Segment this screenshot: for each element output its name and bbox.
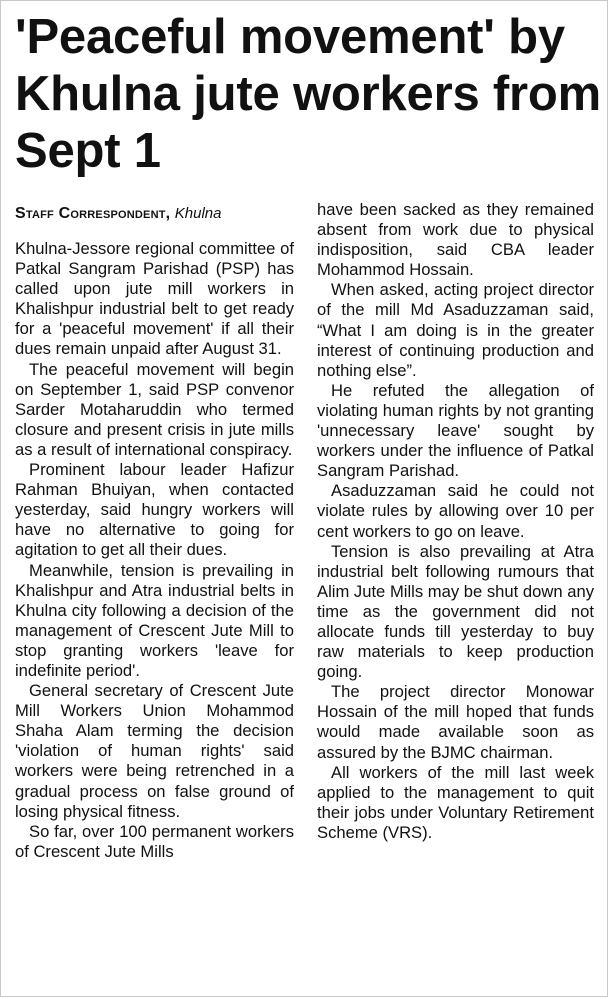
paragraph: He refuted the allegation of violating human rights by not granting 'unnecessary leave' sought by workers under the influence of Patkal Sangram Parishad. xyxy=(317,380,594,481)
paragraph: General secretary of Crescent Jute Mill Workers Union Mohammod Shaha Alam terming the decision 'violation of human rights' said workers were being retrenched in a gradual process on false ground of losing physical fitness. xyxy=(15,681,294,821)
right-column xyxy=(317,200,594,843)
paragraph: Khulna-Jessore regional committee of Patkal Sangram Parishad (PSP) has called upon jute mill workers in Khalishpur industrial belt to get ready for a 'peaceful movement' if all their dues remain unpaid after August 31. xyxy=(15,239,294,359)
paragraph: Tension is also prevailing at Atra industrial belt following rumours that Alim Jute Mills may be shut down any time as the government did not allocate funds till yesterday to buy raw materials to keep production going. xyxy=(317,541,594,682)
paragraph: All workers of the mill last week applied to the management to quit their jobs under Voluntary Retirement Scheme (VRS). xyxy=(317,762,594,842)
byline-role: Staff Correspondent, xyxy=(15,205,171,222)
paragraph: The peaceful movement will begin on September 1, said PSP convenor Sarder Motaharuddin who termed closure and present crisis in jute mills as a result of international conspiracy. xyxy=(15,359,294,459)
left-column xyxy=(15,239,294,862)
paragraph: So far, over 100 permanent workers of Crescent Jute Mills xyxy=(15,821,294,861)
paragraph: have been sacked as they remained absent from work due to physical indisposition, said CBA leader Mohammod Hossain. xyxy=(317,200,594,280)
paragraph: Meanwhile, tension is prevailing in Khalishpur and Atra industrial belts in Khulna city following a decision of the management of Crescent Jute Mill to stop granting workers 'leave for indefinite period'. xyxy=(15,560,294,680)
paragraph: The project director Monowar Hossain of the mill hoped that funds would made available soon as assured by the BJMC chairman. xyxy=(317,682,594,762)
byline-location: Khulna xyxy=(174,205,222,222)
byline xyxy=(15,204,221,224)
paragraph: Prominent labour leader Hafizur Rahman Bhuiyan, when contacted yesterday, said hungry workers will have no alternative to going for agitation to get all their dues. xyxy=(15,460,294,560)
headline: 'Peaceful movement' by Khulna jute workers from Sept 1 xyxy=(15,10,602,178)
paragraph: Asaduzzaman said he could not violate rules by allowing over 10 per cent workers to go on leave. xyxy=(317,481,594,541)
paragraph: When asked, acting project director of the mill Md Asaduzzaman said, “What I am doing is in the greater interest of continuing production and nothing else”. xyxy=(317,280,594,380)
